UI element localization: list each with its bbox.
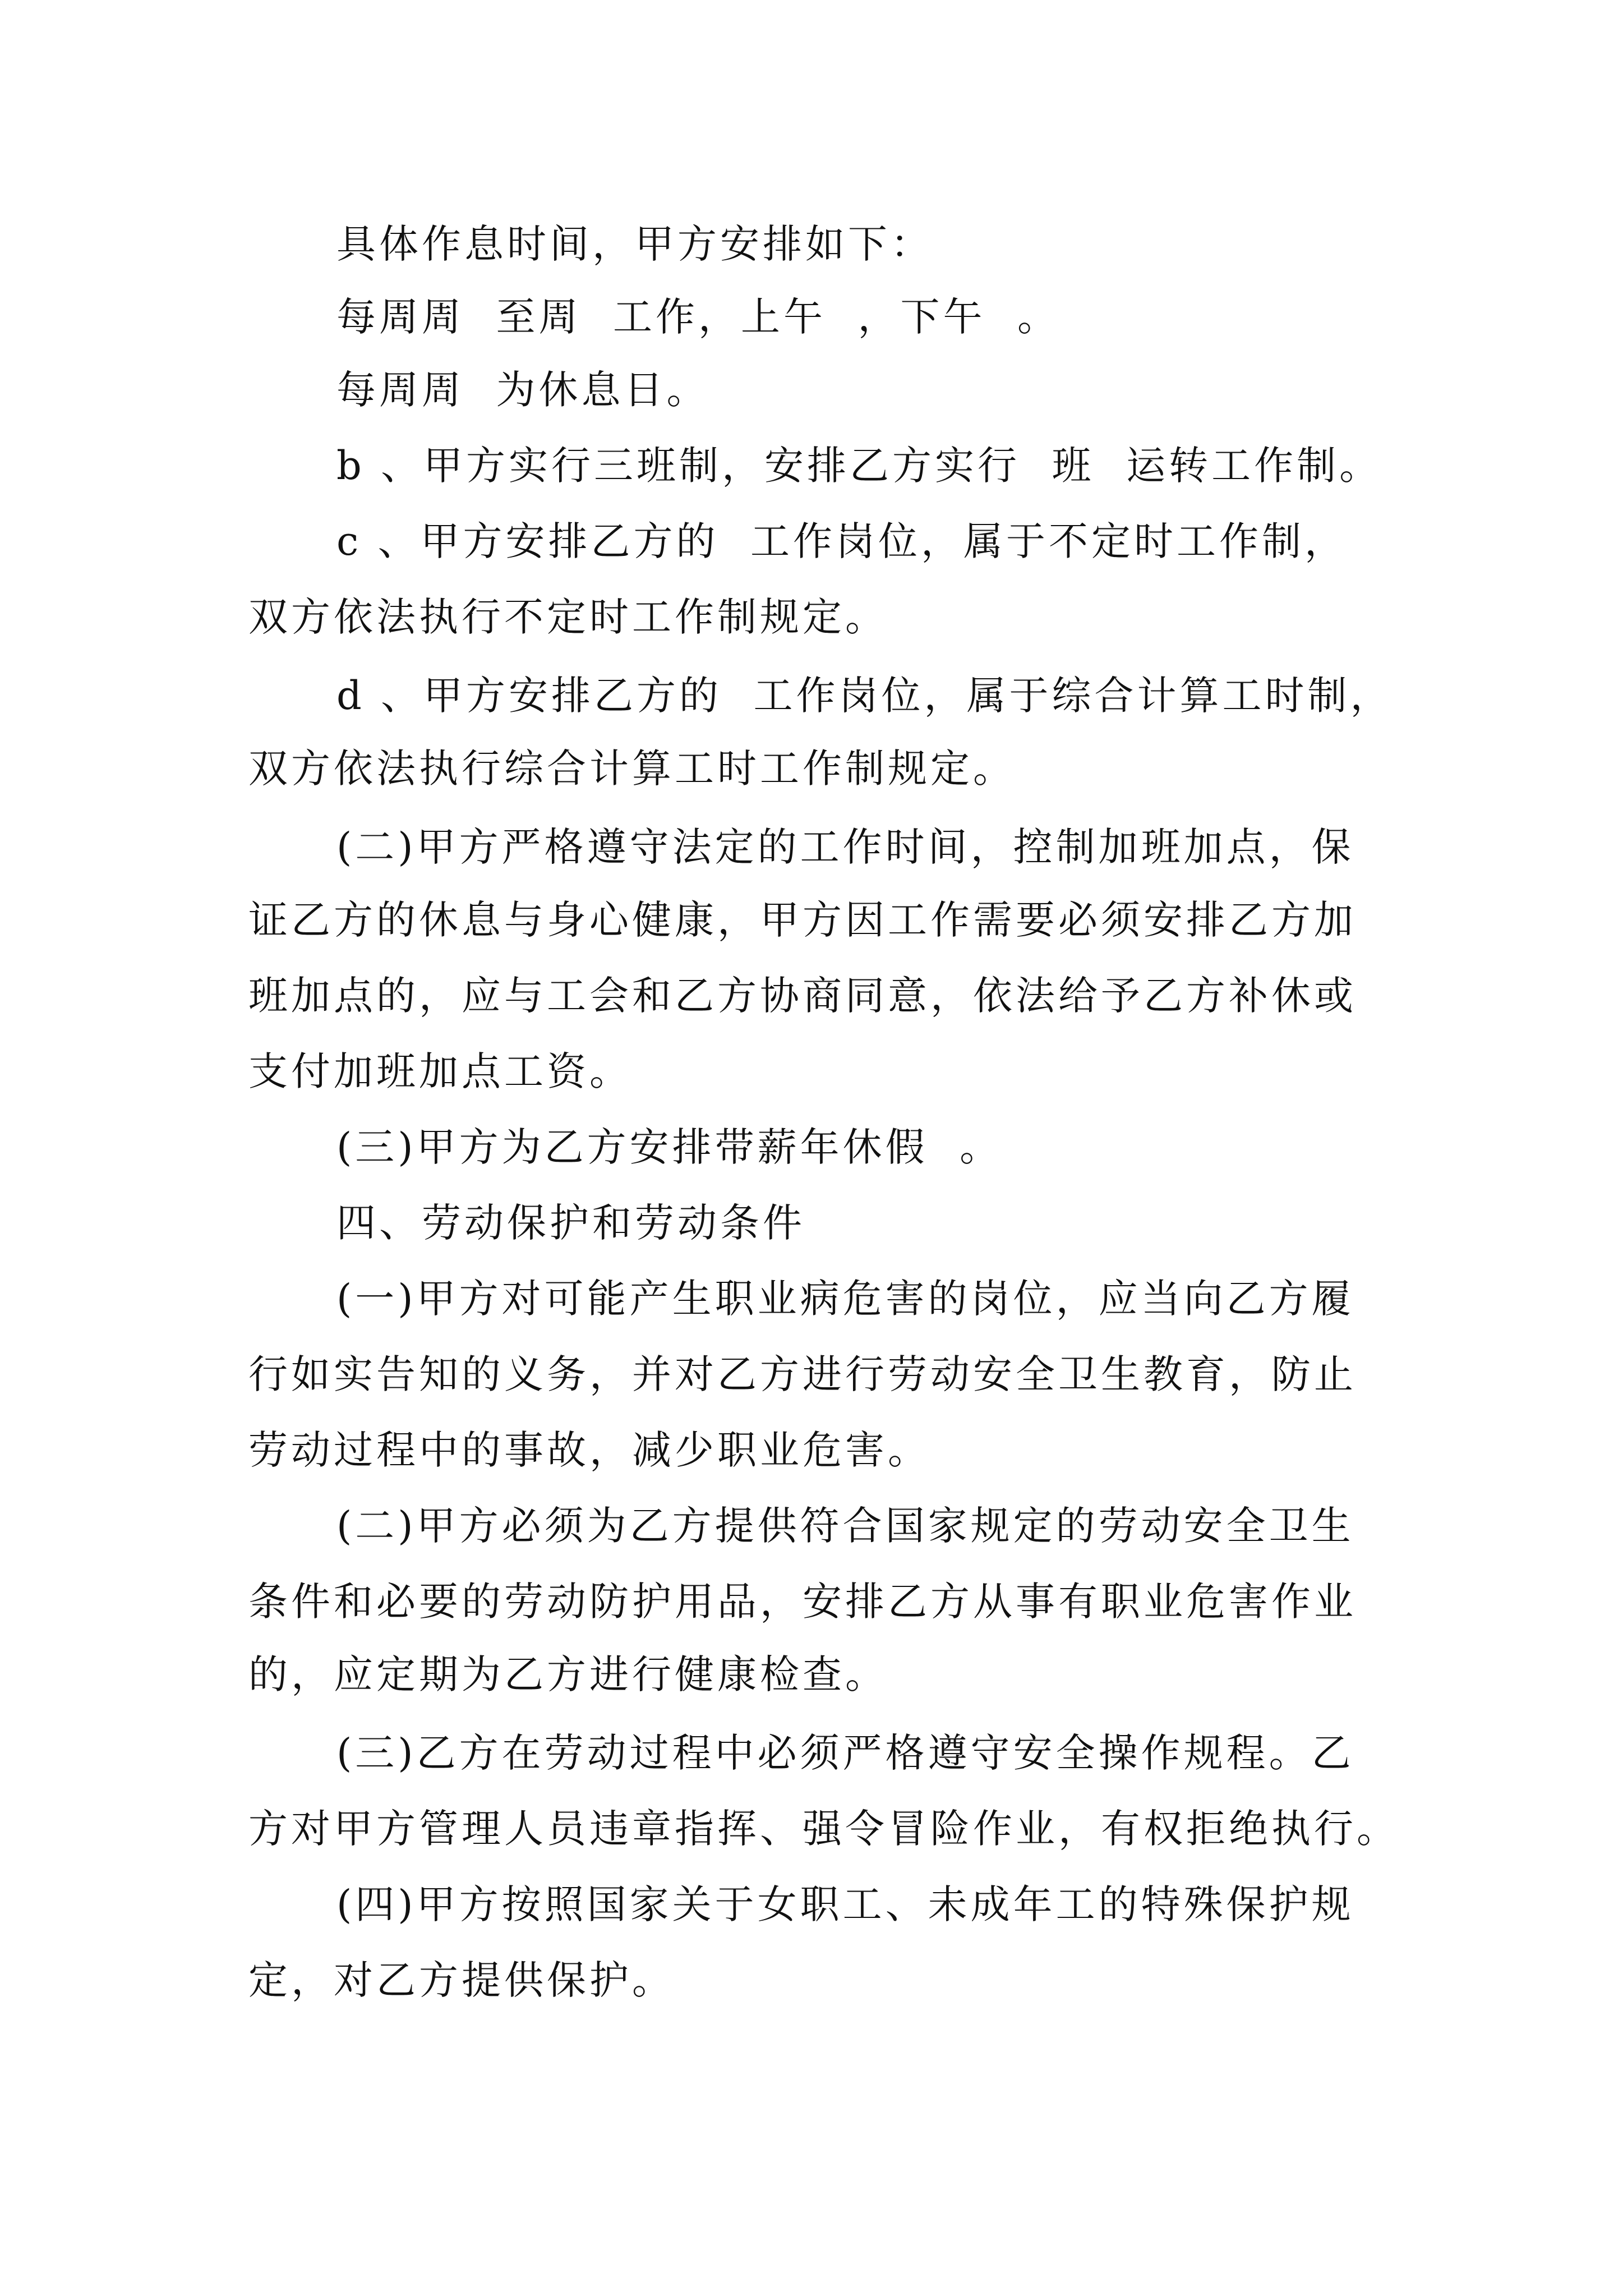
text-line: 条件和必要的劳动防护用品，安排乙方从事有职业危害作业 xyxy=(248,1579,1357,1625)
text-line: 劳动过程中的事故，减少职业危害。 xyxy=(248,1427,930,1473)
text-line: (三)乙方在劳动过程中必须严格遵守安全操作规程。乙 xyxy=(336,1730,1354,1776)
text-line: 支付加班加点工资。 xyxy=(248,1048,632,1094)
text-line: (一)甲方对可能产生职业病危害的岗位，应当向乙方履 xyxy=(336,1276,1354,1322)
text-line: (四)甲方按照国家关于女职工、未成年工的特殊保护规 xyxy=(336,1881,1354,1927)
text-line: 证乙方的休息与身心健康，甲方因工作需要必须安排乙方加 xyxy=(248,897,1357,943)
text-line: (二)甲方严格遵守法定的工作时间，控制加班加点，保 xyxy=(336,824,1354,870)
text-line: 的，应定期为乙方进行健康检查。 xyxy=(248,1651,888,1697)
text-line: 行如实告知的义务，并对乙方进行劳动安全卫生教育，防止 xyxy=(248,1351,1357,1397)
text-line: 班加点的，应与工会和乙方协商同意，依法给予乙方补休或 xyxy=(248,973,1357,1019)
text-line: d 、甲方安排乙方的 工作岗位，属于综合计算工时制， xyxy=(336,673,1393,719)
text-line: 每周周 为休息日。 xyxy=(336,367,709,413)
text-line: 双方依法执行不定时工作制规定。 xyxy=(248,594,888,640)
text-line: 定，对乙方提供保护。 xyxy=(248,1957,675,2003)
text-line: 每周周 至周 工作，上午 ，下午 。 xyxy=(336,294,1061,340)
text-line: (三)甲方为乙方安排带薪年休假 。 xyxy=(336,1124,1003,1170)
text-line: c 、甲方安排乙方的 工作岗位，属于不定时工作制， xyxy=(336,518,1347,564)
text-line: 双方依法执行综合计算工时工作制规定。 xyxy=(248,746,1016,792)
text-line: b 、甲方实行三班制，安排乙方实行 班 运转工作制。 xyxy=(336,443,1382,489)
text-line: (二)甲方必须为乙方提供符合国家规定的劳动安全卫生 xyxy=(336,1503,1354,1549)
section-heading: 四、劳动保护和劳动条件 xyxy=(336,1200,805,1246)
text-line: 方对甲方管理人员违章指挥、强令冒险作业，有权拒绝执行。 xyxy=(248,1806,1399,1852)
text-line: 具体作息时间，甲方安排如下： xyxy=(336,221,933,267)
